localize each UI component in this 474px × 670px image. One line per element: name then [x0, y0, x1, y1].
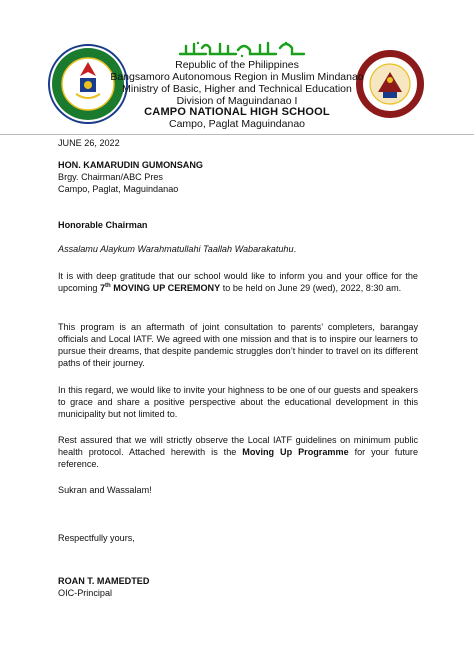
paragraph-invitation-text-a: It is with deep gratitude that our school would like to inform you and your office for the upcoming	[58, 271, 418, 293]
paragraph-protocol-text-b: for your future reference.	[58, 447, 419, 469]
division-line: Division of Maguindanao I	[176, 95, 298, 107]
paragraph-protocol-text-a: Rest assured that we will strictly observe the Local IATF guidelines on minimum public health protocol. Attached herewith is the	[58, 435, 418, 457]
paragraph-protocol	[58, 434, 418, 470]
arabic-calligraphy-banner	[176, 40, 308, 58]
event-name: MOVING UP CEREMONY	[110, 283, 221, 293]
complimentary-close: Respectfully yours,	[58, 533, 135, 543]
greeting-text: Assalamu Alaykum Warahmatullahi Taallah Wabarakatuhu	[58, 244, 294, 254]
school-name: CAMPO NATIONAL HIGH SCHOOL	[144, 106, 330, 118]
event-ordinal: 7	[99, 283, 106, 293]
country-line: Republic of the Philippines	[175, 59, 299, 71]
ministry-line: Ministry of Basic, Higher and Technical Education	[122, 83, 352, 95]
signatory-title: OIC-Principal	[58, 588, 113, 598]
paragraph-invitation-text-b: to be held on June 29 (wed), 2022, 8:30 am.	[220, 283, 402, 293]
header-divider	[0, 134, 474, 135]
greeting	[58, 243, 418, 255]
recipient-address: Campo, Paglat, Maguindanao	[58, 184, 179, 194]
recipient-title: Brgy. Chairman/ABC Pres	[58, 172, 163, 182]
closing-greeting: Sukran and Wassalam!	[58, 485, 152, 495]
recipient-name: HON. KAMARUDIN GUMONSANG	[58, 160, 203, 170]
school-address: Campo, Paglat Maguindanao	[168, 118, 305, 130]
region-line: Bangsamoro Autonomous Region in Muslim Mindanao	[110, 71, 364, 83]
paragraph-request: In this regard, we would like to invite your highness to be one of our guests and speakers to grace and share a positive perspective about the educational development in this municipality but not limited to.	[58, 385, 418, 419]
programme-reference: Moving Up Programme	[242, 447, 349, 457]
event-ordinal-suffix: th	[105, 282, 111, 289]
paragraph-invitation	[58, 270, 418, 294]
greeting-period: .	[293, 244, 297, 254]
salutation: Honorable Chairman	[58, 220, 148, 230]
letter-date: JUNE 26, 2022	[58, 138, 120, 148]
signatory-name: ROAN T. MAMEDTED	[58, 576, 150, 586]
paragraph-program: This program is an aftermath of joint consultation to parents’ completers, barangay officials and Local IATF. We agreed with one mission and that is to inspire our learners to pursue their dreams, that despite pandemic struggles don’t hinder to travel on its different paths of their journey.	[58, 322, 418, 368]
